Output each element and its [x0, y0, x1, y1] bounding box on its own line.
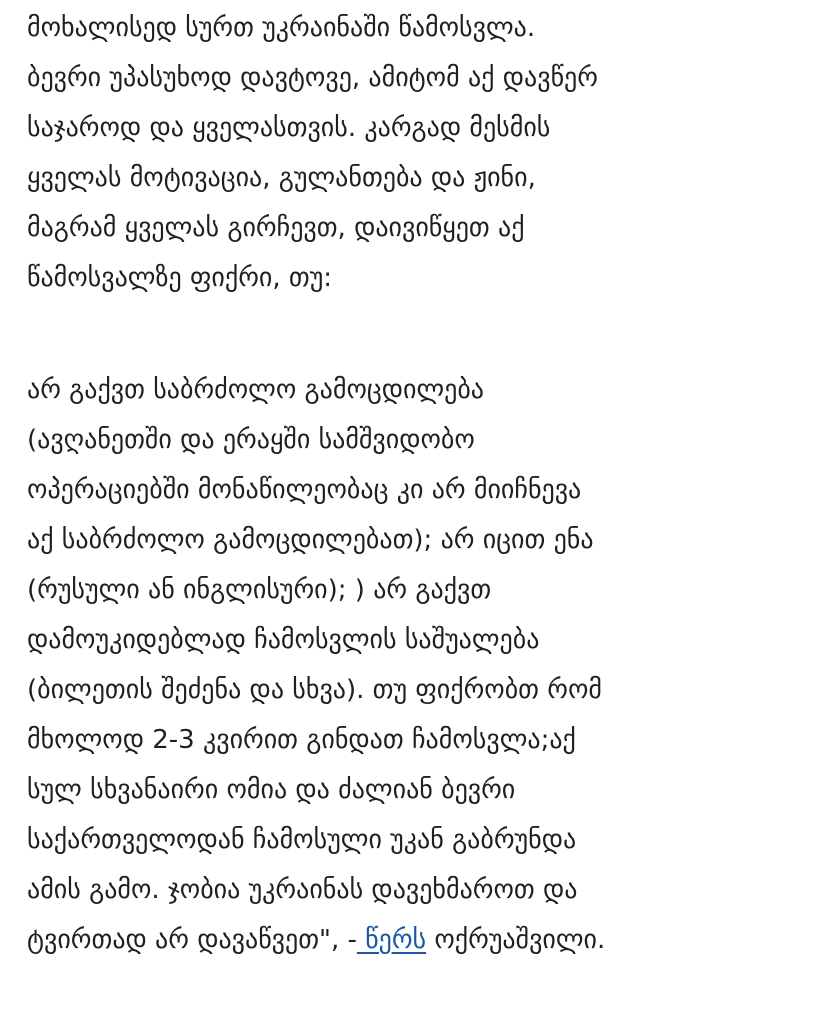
paragraph-line: მხოლოდ 2-3 კვირით გინდათ ჩამოსვლა;აქ [27, 725, 576, 755]
paragraph-line: (ბილეთის შეძენა და სხვა). თუ ფიქრობთ რომ [27, 675, 602, 705]
source-link[interactable]: წერს [356, 925, 427, 955]
paragraph-line: სულ სხვანაირი ომია და ძალიან ბევრი [27, 775, 516, 805]
paragraph-line: ამის გამო. ჯობია უკრაინას დავეხმაროთ და [27, 875, 578, 905]
paragraph-line: მაგრამ ყველას გირჩევთ, დაივიწყეთ აქ [27, 213, 525, 243]
author-name: ოქრუაშვილი. [426, 925, 606, 955]
paragraph-line: ბევრი უპასუხოდ დავტოვე, ამიტომ აქ დავწერ [27, 63, 598, 93]
quote-end-text: ტვირთად არ დავაწვეთ", - [27, 925, 357, 955]
last-line [27, 918, 605, 962]
paragraph-line: (რუსული ან ინგლისური); ) არ გაქვთ [27, 575, 492, 605]
paragraph-line: საჯაროდ და ყველასთვის. კარგად მესმის [27, 113, 551, 143]
paragraph-line: ყველას მოტივაცია, გულანთება და ჟინი, [27, 163, 536, 193]
paragraph-line: საქართველოდან ჩამოსული უკან გაბრუნდა [27, 825, 577, 855]
paragraph-line: მოხალისედ სურთ უკრაინაში წამოსვლა. [27, 13, 536, 43]
paragraph-line: დამოუკიდებლად ჩამოსვლის საშუალება [27, 625, 540, 655]
paragraph-line: არ გაქვთ საბრძოლო გამოცდილება [27, 375, 485, 405]
paragraph-line: წამოსვალზე ფიქრი, თუ: [27, 263, 333, 293]
paragraph-line: (ავღანეთში და ერაყში სამშვიდობო [27, 425, 475, 455]
paragraph-line: ოპერაციებში მონაწილეობაც კი არ მიიჩნევა [27, 475, 582, 505]
paragraph-line: აქ საბრძოლო გამოცდილებათ); არ იცით ენა [27, 525, 594, 555]
